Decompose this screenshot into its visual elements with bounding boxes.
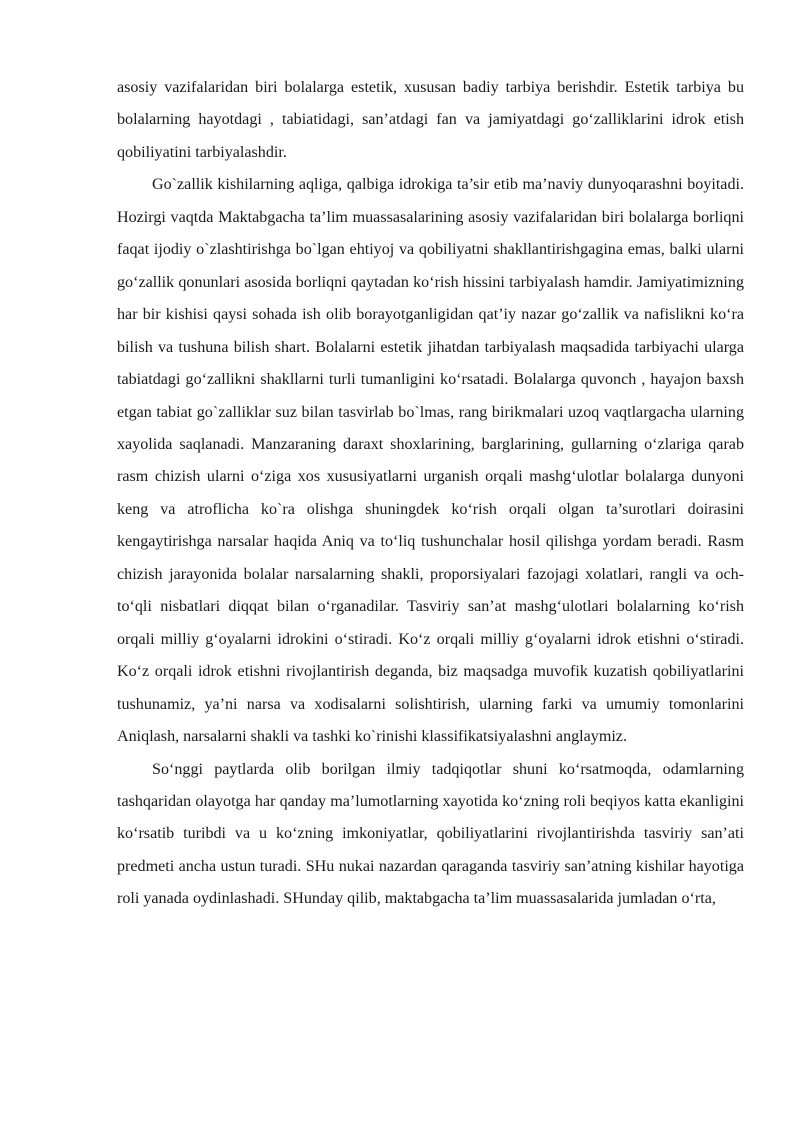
paragraph-continued: asosiy vazifalaridan biri bolalarga estetik, xususan badiy tarbiya berishdir. Estetik tarbiya bu bolalarning hayotdagi , tabiatidagi, san’atdagi fan va jamiyatdagi go‘zalliklarini idrok etish qobiliyatini tarbiyalashdir. — [117, 79, 744, 161]
paragraph-beauty: Go`zallik kishilarning aqliga, qalbiga idrokiga ta’sir etib ma’naviy dunyoqarashni boyitadi. Hozirgi vaqtda Maktabgacha ta’lim muassasalarining asosiy vazifalaridan biri bolalarga borliqni faqat ijodiy o`zlashtirishga bo`lgan ehtiyoj va qobiliyatni shakllantirishgagina emas, balki ularni go‘zallik qonunlari asosida borliqni qaytadan ko‘rish hissini tarbiyalash hamdir. Jamiyatimizning har bir kishisi qaysi sohada ish olib borayotganligidan qat’iy nazar go‘zallik va nafislikni ko‘ra bilish va tushuna bilish shart. Bolalarni estetik jihatdan tarbiyalash maqsadida tarbiyachi ularga tabiatdagi go‘zallikni shakllarni turli tumanligini ko‘rsatadi. Bolalarga quvonch , hayajon baxsh etgan tabiat go`zalliklar suz bilan tasvirlab bo`lmas, rang birikmalari uzoq vaqtlargacha ularning xayolida saqlanadi. Manzaraning daraxt shoxlarining, barglarining, gullarning o‘zlariga qarab rasm chizish ularni o‘ziga xos xususiyatlarni urganish orqali mashg‘ulotlar bolalarga dunyoni keng va atroflicha ko`ra olishga shuningdek ko‘rish orqali olgan ta’surotlari doirasini kengaytirishga narsalar haqida Aniq va to‘liq tushunchalar hosil qilishga yordam beradi. Rasm chizish jarayonida bolalar narsalarning shakli, proporsiyalari fazojagi xolatlari, rangli va och-to‘qli nisbatlari diqqat bilan o‘rganadilar. Tasviriy san’at mashg‘ulotlari bolalarning ko‘rish orqali milliy g‘oyalarni idrokini o‘stiradi. Ko‘z orqali milliy g‘oyalarni idrok etishni o‘stiradi. Ko‘z orqali idrok etishni rivojlantirish deganda, biz maqsadga muvofik kuzatish qobiliyatlarini tushunamiz, ya’ni narsa va xodisalarni solishtirish, ularning farki va umumiy tomonlarini Aniqlash, narsalarni shakli va tashki ko`rinishi klassifikatsiyalashni anglaymiz. — [117, 176, 744, 746]
paragraph-research: So‘nggi paytlarda olib borilgan ilmiy tadqiqotlar shuni ko‘rsatmoqda, odamlarning tashqaridan olayotga har qanday ma’lumotlarning xayotida ko‘zning roli beqiyos katta ekanligini ko‘rsatib turibdi va u ko‘zning imkoniyatlar, qobiliyatlarini rivojlantirishda tasviriy san’ati predmeti ancha ustun turadi. SHu nukai nazardan qaraganda tasviriy san’atning kishilar hayotiga roli yanada oydinlashadi. SHunday qilib, maktabgacha ta’lim muassasalarida jumladan o‘rta, — [117, 760, 744, 908]
document-page — [117, 72, 744, 916]
